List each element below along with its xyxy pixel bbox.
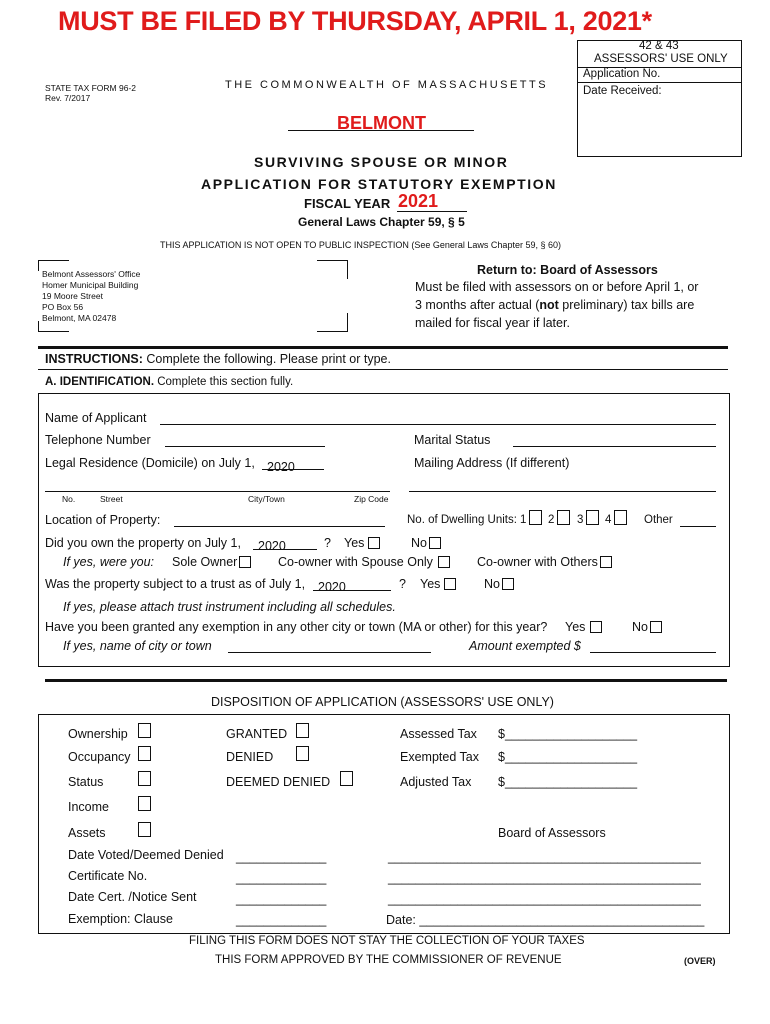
other-exemption-yes-label: Yes bbox=[565, 620, 586, 634]
own-yes-label: Yes bbox=[344, 536, 365, 550]
status-checkbox[interactable] bbox=[138, 771, 151, 786]
name-of-applicant-label: Name of Applicant bbox=[45, 411, 147, 425]
return-to-line-1: Must be filed with assessors on or before April 1, or bbox=[415, 280, 699, 294]
other-exemption-yes-checkbox[interactable] bbox=[590, 621, 602, 633]
address-no-caption: No. bbox=[62, 494, 76, 504]
dwelling-units-3-checkbox[interactable] bbox=[586, 510, 599, 525]
occupancy-label: Occupancy bbox=[68, 750, 131, 764]
return-to-heading: Return to: Board of Assessors bbox=[477, 263, 658, 277]
own-no-checkbox[interactable] bbox=[429, 537, 441, 549]
address-city-caption: City/Town bbox=[248, 494, 285, 504]
dwelling-units-1-label: 1 bbox=[520, 514, 527, 526]
date-received-label: Date Received: bbox=[583, 85, 662, 97]
dwelling-units-2-label: 2 bbox=[548, 514, 555, 526]
address-line-1: Belmont Assessors' Office bbox=[42, 269, 141, 279]
application-no-label: Application No. bbox=[583, 68, 661, 80]
town-name: BELMONT bbox=[337, 113, 426, 133]
assets-label: Assets bbox=[68, 826, 106, 840]
assessors-use-label: ASSESSORS' USE ONLY bbox=[594, 53, 728, 65]
commonwealth-heading: THE COMMONWEALTH OF MASSACHUSETTS bbox=[225, 79, 549, 91]
own-property-qmark: ? bbox=[324, 536, 331, 550]
mailing-address-label: Mailing Address (If different) bbox=[414, 456, 570, 470]
if-yes-were-you-label: If yes, were you: bbox=[63, 555, 155, 569]
footer-line-1: FILING THIS FORM DOES NOT STAY THE COLLECTION OF YOUR TAXES bbox=[189, 935, 585, 947]
dwelling-units-other-label: Other bbox=[644, 514, 673, 526]
date-voted-field[interactable]: _____________ bbox=[236, 850, 327, 864]
coowner-others-label: Co-owner with Others bbox=[477, 555, 598, 569]
instructions: INSTRUCTIONS: Complete the following. Please print or type. bbox=[45, 352, 391, 366]
trust-no-checkbox[interactable] bbox=[502, 578, 514, 590]
mailing-address-field[interactable] bbox=[409, 491, 716, 492]
own-property-year[interactable]: 2020 bbox=[258, 539, 286, 553]
sole-owner-checkbox[interactable] bbox=[239, 556, 251, 568]
address-line-2: Homer Municipal Building bbox=[42, 280, 139, 290]
fiscal-year-label: FISCAL YEAR bbox=[304, 196, 391, 211]
income-label: Income bbox=[68, 800, 109, 814]
deemed-denied-label: DEEMED DENIED bbox=[226, 775, 331, 789]
income-checkbox[interactable] bbox=[138, 796, 151, 811]
own-no-label: No bbox=[411, 536, 427, 550]
own-yes-checkbox[interactable] bbox=[368, 537, 380, 549]
name-of-city-field[interactable] bbox=[228, 652, 431, 653]
coowner-others-checkbox[interactable] bbox=[600, 556, 612, 568]
state-form-number: STATE TAX FORM 96-2 bbox=[45, 83, 136, 93]
certificate-no-field[interactable]: _____________ bbox=[236, 871, 327, 885]
form-title-1: SURVIVING SPOUSE OR MINOR bbox=[254, 154, 509, 170]
dwelling-units-2-checkbox[interactable] bbox=[557, 510, 570, 525]
dwelling-units-label: No. of Dwelling Units: bbox=[407, 514, 517, 526]
certificate-no-label: Certificate No. bbox=[68, 869, 148, 883]
ownership-label: Ownership bbox=[68, 727, 128, 741]
telephone-label: Telephone Number bbox=[45, 433, 151, 447]
dwelling-units-other-field[interactable] bbox=[680, 526, 716, 527]
return-to-line-3: mailed for fiscal year if later. bbox=[415, 316, 570, 330]
denied-checkbox[interactable] bbox=[296, 746, 309, 761]
legal-residence-label: Legal Residence (Domicile) on July 1, bbox=[45, 456, 255, 470]
denied-label: DENIED bbox=[226, 750, 274, 764]
date-signed-field[interactable]: Date: _________________________________________ bbox=[386, 913, 705, 927]
granted-checkbox[interactable] bbox=[296, 723, 309, 738]
legal-residence-year[interactable]: 2020 bbox=[267, 460, 295, 474]
trust-yes-label: Yes bbox=[420, 577, 441, 591]
deemed-denied-checkbox[interactable] bbox=[340, 771, 353, 786]
status-label: Status bbox=[68, 775, 104, 789]
assessed-tax-label: Assessed Tax bbox=[400, 727, 477, 741]
dwelling-units-1-checkbox[interactable] bbox=[529, 510, 542, 525]
trust-qmark: ? bbox=[399, 577, 406, 591]
not-open-notice: THIS APPLICATION IS NOT OPEN TO PUBLIC INSPECTION (See General Laws Chapter 59, § 60) bbox=[160, 240, 561, 250]
date-cert-label: Date Cert. /Notice Sent bbox=[68, 890, 197, 904]
identification-heading: A. IDENTIFICATION. Complete this section fully. bbox=[45, 376, 294, 388]
sole-owner-label: Sole Owner bbox=[172, 555, 238, 569]
signature-line-2[interactable]: _____________________________________________ bbox=[388, 871, 701, 885]
signature-line-3[interactable]: _____________________________________________ bbox=[388, 892, 701, 906]
filing-deadline-banner: MUST BE FILED BY THURSDAY, APRIL 1, 2021* bbox=[58, 6, 652, 36]
amount-exempted-label: Amount exempted $ bbox=[469, 639, 581, 653]
address-line-4: PO Box 56 bbox=[42, 302, 84, 312]
occupancy-checkbox[interactable] bbox=[138, 746, 151, 761]
location-of-property-field[interactable] bbox=[174, 526, 385, 527]
board-of-assessors-label: Board of Assessors bbox=[498, 826, 606, 840]
legal-residence-field[interactable] bbox=[45, 491, 390, 492]
form-number: 42 & 43 bbox=[639, 40, 679, 52]
exemption-clause-label: Exemption: Clause bbox=[68, 912, 173, 926]
own-property-question: Did you own the property on July 1, bbox=[45, 536, 241, 550]
other-exemption-no-label: No bbox=[632, 620, 648, 634]
other-exemption-question: Have you been granted any exemption in any other city or town (MA or other) for this year? bbox=[45, 620, 548, 634]
trust-year[interactable]: 2020 bbox=[318, 580, 346, 594]
assessed-tax-field[interactable]: $___________________ bbox=[498, 727, 638, 741]
granted-label: GRANTED bbox=[226, 727, 288, 741]
coowner-spouse-checkbox[interactable] bbox=[438, 556, 450, 568]
coowner-spouse-label: Co-owner with Spouse Only bbox=[278, 555, 433, 569]
adjusted-tax-label: Adjusted Tax bbox=[400, 775, 472, 789]
address-line-3: 19 Moore Street bbox=[42, 291, 103, 301]
trust-no-label: No bbox=[484, 577, 500, 591]
marital-status-field[interactable] bbox=[513, 446, 716, 447]
attach-trust-note: If yes, please attach trust instrument including all schedules. bbox=[63, 600, 396, 614]
adjusted-tax-field[interactable]: $___________________ bbox=[498, 775, 638, 789]
name-of-city-label: If yes, name of city or town bbox=[63, 639, 212, 653]
general-laws-reference: General Laws Chapter 59, § 5 bbox=[298, 215, 465, 229]
marital-status-label: Marital Status bbox=[414, 433, 491, 447]
telephone-field[interactable] bbox=[165, 446, 325, 447]
over-indicator: (OVER) bbox=[684, 956, 716, 966]
amount-exempted-field[interactable] bbox=[590, 652, 716, 653]
name-of-applicant-field[interactable] bbox=[160, 424, 716, 425]
ownership-checkbox[interactable] bbox=[138, 723, 151, 738]
date-voted-label: Date Voted/Deemed Denied bbox=[68, 848, 224, 862]
trust-question: Was the property subject to a trust as of July 1, bbox=[45, 577, 306, 591]
date-cert-field[interactable]: _____________ bbox=[236, 892, 327, 906]
address-street-caption: Street bbox=[100, 494, 123, 504]
revision-date: Rev. 7/2017 bbox=[45, 93, 91, 103]
exemption-clause-field[interactable]: _____________ bbox=[236, 913, 327, 927]
dwelling-units-4-checkbox[interactable] bbox=[614, 510, 627, 525]
return-to-line-2: 3 months after actual (not preliminary) tax bills are bbox=[415, 298, 695, 312]
dwelling-units-4-label: 4 bbox=[605, 514, 612, 526]
other-exemption-no-checkbox[interactable] bbox=[650, 621, 662, 633]
dwelling-units-3-label: 3 bbox=[577, 514, 584, 526]
form-title-2: APPLICATION FOR STATUTORY EXEMPTION bbox=[201, 176, 557, 192]
exempted-tax-field[interactable]: $___________________ bbox=[498, 750, 638, 764]
fiscal-year-value[interactable]: 2021 bbox=[398, 191, 439, 211]
exempted-tax-label: Exempted Tax bbox=[400, 750, 479, 764]
trust-yes-checkbox[interactable] bbox=[444, 578, 456, 590]
signature-line-1[interactable]: _____________________________________________ bbox=[388, 850, 701, 864]
disposition-title: DISPOSITION OF APPLICATION (ASSESSORS' USE ONLY) bbox=[211, 695, 554, 709]
footer-line-2: THIS FORM APPROVED BY THE COMMISSIONER OF REVENUE bbox=[215, 954, 562, 966]
assets-checkbox[interactable] bbox=[138, 822, 151, 837]
location-of-property-label: Location of Property: bbox=[45, 513, 161, 527]
address-zip-caption: Zip Code bbox=[354, 494, 389, 504]
address-line-5: Belmont, MA 02478 bbox=[42, 313, 117, 323]
